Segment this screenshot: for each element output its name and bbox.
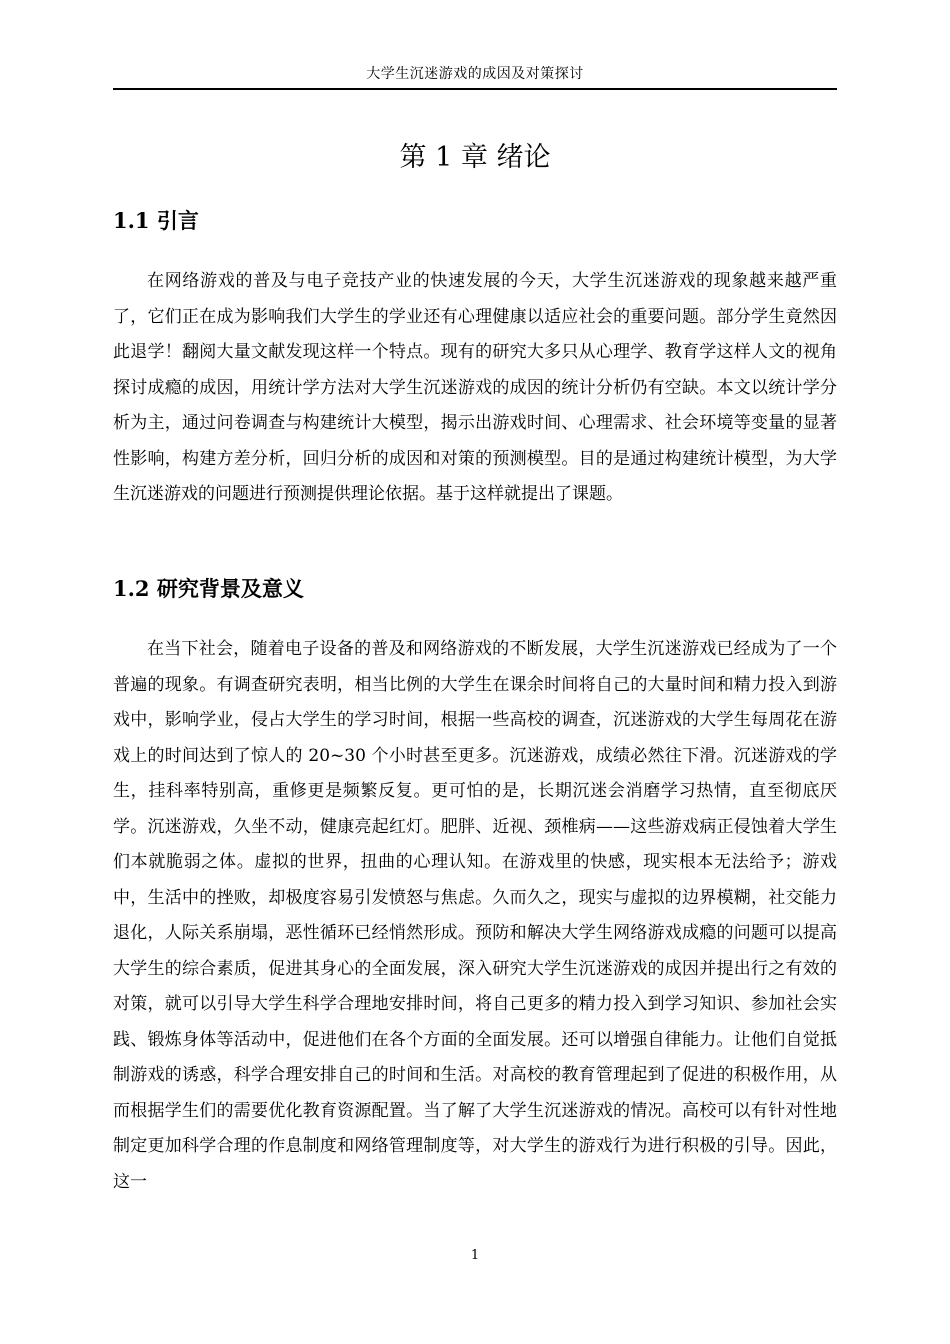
section-heading-background: 1.2 研究背景及意义 xyxy=(113,576,304,601)
section-heading-intro: 1.1 引言 xyxy=(113,208,199,233)
header-rule xyxy=(113,88,837,90)
paragraph-background: 在当下社会，随着电子设备的普及和网络游戏的不断发展，大学生沉迷游戏已经成为了一个普遍的现象。有调查研究表明，相当比例的大学生在课余时间将自己的大量时间和精力投入到游戏中，影响学业，侵占大学生的学习时间，根据一些高校的调查，沉迷游戏的大学生每周花在游戏上的时间达到了惊人的 20~30 个小时甚至更多。沉迷游戏，成绩必然往下滑。沉迷游戏的学生，挂科率特别高，重修更是频繁反复。更可怕的是，长期沉迷会消磨学习热情，直至彻底厌学。沉迷游戏，久坐不动，健康亮起红灯。肥胖、近视、颈椎病——这些游戏病正侵蚀着大学生们本就脆弱之体。虚拟的世界，扭曲的心理认知。在游戏里的快感，现实根本无法给予；游戏中，生活中的挫败，却极度容易引发愤怒与焦虑。久而久之，现实与虚拟的边界模糊，社交能力退化，人际关系崩塌，恶性循环已经悄然形成。预防和解决大学生网络游戏成瘾的问题可以提高大学生的综合素质，促进其身心的全面发展，深入研究大学生沉迷游戏的成因并提出行之有效的对策，就可以引导大学生科学合理地安排时间，将自己更多的精力投入到学习知识、参加社会实践、锻炼身体等活动中，促进他们在各个方面的全面发展。还可以增强自律能力。让他们自觉抵制游戏的诱惑，科学合理安排自己的时间和生活。对高校的教育管理起到了促进的积极作用，从而根据学生们的需要优化教育资源配置。当了解了大学生沉迷游戏的情况。高校可以有针对性地制定更加科学合理的作息制度和网络管理制度等，对大学生的游戏行为进行积极的引导。因此，这一 xyxy=(113,639,837,1192)
running-header: 大学生沉迷游戏的成因及对策探讨 xyxy=(366,66,584,82)
paragraph-intro: 在网络游戏的普及与电子竞技产业的快速发展的今天，大学生沉迷游戏的现象越来越严重了，它们正在成为影响我们大学生的学业还有心理健康以适应社会的重要问题。部分学生竟然因此退学！翻阅大量文献发现这样一个特点。现有的研究大多只从心理学、教育学这样人文的视角探讨成瘾的成因，用统计学方法对大学生沉迷游戏的成因的统计分析仍有空缺。本文以统计学分析为主，通过问卷调查与构建统计大模型，揭示出游戏时间、心理需求、社会环境等变量的显著性影响，构建方差分析，回归分析的成因和对策的预测模型。目的是通过构建统计模型，为大学生沉迷游戏的问题进行预测提供理论依据。基于这样就提出了课题。 xyxy=(113,271,837,504)
chapter-title: 第 1 章 绪论 xyxy=(399,142,551,173)
page-number: 1 xyxy=(470,1248,480,1263)
